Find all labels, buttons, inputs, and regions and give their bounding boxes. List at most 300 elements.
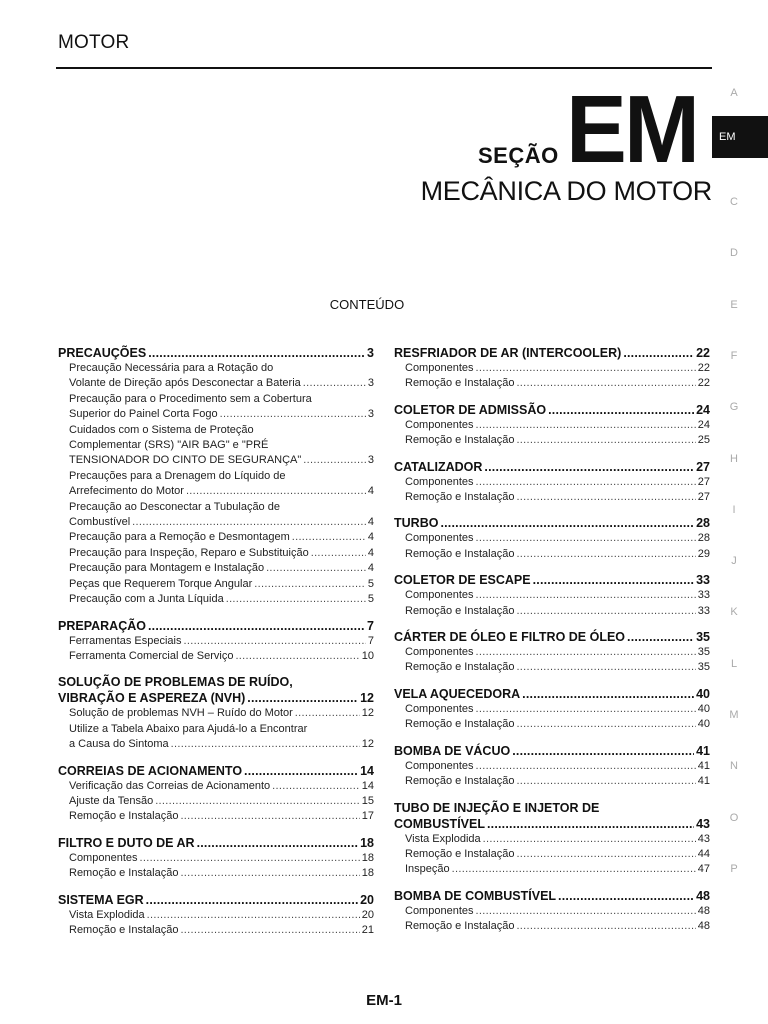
toc-leader-dots <box>476 475 696 490</box>
toc-entry-title: Precaução para Montagem e Instalação <box>69 562 265 575</box>
toc-heading[interactable] <box>58 892 374 908</box>
toc-entry-line: Cuidados com o Sistema de Proteção <box>69 423 254 436</box>
toc-heading-page: 48 <box>696 888 710 903</box>
toc-entry-page: 28 <box>697 532 710 545</box>
toc-entry-row <box>405 361 710 376</box>
toc-heading-title: VELA AQUECEDORA <box>394 686 521 701</box>
toc-entry-row <box>405 547 710 562</box>
toc-heading-page: 14 <box>360 763 374 778</box>
toc-entry-row <box>405 604 710 619</box>
toc-entry-title: Remoção e Instalação <box>405 377 515 390</box>
toc-entry-title: Remoção e Instalação <box>405 604 515 617</box>
toc-entry-row <box>405 588 710 603</box>
side-tab-c[interactable]: C <box>730 196 738 208</box>
toc-entry[interactable] <box>394 547 710 562</box>
toc-entry-row <box>69 376 374 391</box>
toc-entry-title: Ferramentas Especiais <box>69 634 182 647</box>
toc-heading-page: 41 <box>696 743 710 758</box>
toc-entry-page: 48 <box>697 920 710 933</box>
toc-entry[interactable] <box>58 866 374 881</box>
toc-entry-row <box>405 433 710 448</box>
toc-entry-row <box>69 484 374 499</box>
toc-heading-page: 28 <box>696 516 710 531</box>
toc-entry-row <box>69 634 374 649</box>
toc-entry-row <box>69 515 374 530</box>
toc-entry-row <box>69 561 374 576</box>
toc-entry[interactable] <box>58 423 374 469</box>
toc-entry-row <box>69 851 374 866</box>
toc-leader-dots <box>516 660 695 675</box>
toc-entry-title: Componentes <box>69 851 138 864</box>
toc-leader-dots <box>220 407 366 422</box>
toc-entry[interactable] <box>58 923 374 938</box>
toc-entry-title: Remoção e Instalação <box>405 920 515 933</box>
toc-leader-dots <box>180 809 359 824</box>
toc-entry-page: 25 <box>697 434 710 447</box>
toc-leader-dots <box>180 923 359 938</box>
toc-entry-page: 12 <box>361 707 374 720</box>
side-tab-n[interactable]: N <box>730 760 738 773</box>
toc-entry-title: Componentes <box>405 702 474 715</box>
toc-entry-page: 12 <box>361 738 374 751</box>
toc-entry-title: Combustível <box>69 516 131 529</box>
side-tab-em[interactable]: EM <box>712 116 768 158</box>
toc-entry-row <box>69 407 374 422</box>
toc-heading[interactable] <box>394 345 710 361</box>
contents-title <box>0 297 768 312</box>
toc-entry[interactable] <box>394 717 710 732</box>
toc-entry[interactable] <box>394 645 710 660</box>
toc-leader-dots <box>147 908 360 923</box>
toc-entry-title: Remoção e Instalação <box>405 847 515 860</box>
toc-entry[interactable] <box>394 418 710 433</box>
toc-leader-dots <box>516 774 695 789</box>
side-tab-p[interactable]: P <box>730 862 738 875</box>
toc-entry-page: 24 <box>697 418 710 431</box>
toc-entry[interactable] <box>394 490 710 505</box>
toc-entry-title: Remoção e Instalação <box>405 718 515 731</box>
toc-entry-row <box>405 919 710 934</box>
side-tab-g[interactable]: G <box>729 401 739 414</box>
toc-heading-page: 22 <box>696 346 710 360</box>
toc-leader-dots <box>516 433 695 448</box>
side-tab-m[interactable]: M <box>729 709 739 721</box>
toc-entry-page: 4 <box>367 485 374 498</box>
toc-entry-title: Ferramenta Comercial de Serviço <box>69 649 234 662</box>
toc-leader-dots <box>247 690 358 706</box>
toc-entry-row <box>405 759 710 774</box>
toc-heading-title: COLETOR DE ESCAPE <box>394 573 531 588</box>
toc-leader-dots <box>516 376 695 391</box>
toc-leader-dots <box>476 361 696 376</box>
toc-heading-title: PREPARAÇÃO <box>58 618 146 633</box>
contents-title-text: CONTEÚDO <box>329 297 405 312</box>
toc-entry-page: 27 <box>697 491 710 504</box>
toc-heading-page: 24 <box>696 402 710 417</box>
toc-heading-title: CORREIAS DE ACIONAMENTO <box>58 763 243 778</box>
toc-entry-title: Peças que Requerem Torque Angular <box>69 577 253 590</box>
toc-entry-page: 4 <box>367 546 374 559</box>
toc-entry-title: Remoção e Instalação <box>405 547 515 560</box>
toc-entry-title: Ajuste da Tensão <box>69 794 154 807</box>
toc-entry[interactable] <box>394 774 710 789</box>
toc-entry[interactable] <box>58 469 374 500</box>
toc-entry[interactable] <box>394 376 710 391</box>
toc-leader-dots <box>132 515 366 530</box>
toc-leader-dots <box>476 588 696 603</box>
toc-entry-title: Remoção e Instalação <box>405 661 515 674</box>
toc-entry-page: 22 <box>697 377 710 390</box>
toc-entry-row <box>69 649 374 664</box>
toc-entry-page: 15 <box>361 794 374 807</box>
toc-leader-dots <box>476 531 696 546</box>
toc-entry-title: Remoção e Instalação <box>405 775 515 788</box>
toc-entry[interactable] <box>58 530 374 545</box>
toc-heading[interactable] <box>394 515 710 531</box>
toc-entry[interactable] <box>58 809 374 824</box>
toc-leader-dots <box>197 835 359 851</box>
toc-section <box>58 618 374 665</box>
toc-heading[interactable] <box>394 888 710 904</box>
toc-leader-dots <box>148 618 365 634</box>
toc-heading-page: 27 <box>696 459 710 474</box>
toc-entry-title: Componentes <box>405 646 474 659</box>
toc-entry-page: 27 <box>697 475 710 488</box>
toc-heading-line[interactable]: SOLUÇÃO DE PROBLEMAS DE RUÍDO, <box>58 675 293 690</box>
toc-heading[interactable] <box>394 459 710 475</box>
toc-entry-page: 4 <box>367 531 374 544</box>
toc-section <box>58 835 374 882</box>
toc-heading-title: CATALIZADOR <box>394 459 483 474</box>
toc-entry-row <box>405 904 710 919</box>
toc-entry-page: 47 <box>697 863 710 876</box>
toc-section <box>394 515 710 562</box>
toc-heading-page: 40 <box>696 686 710 701</box>
toc-left-column <box>58 345 374 948</box>
toc-entry-row <box>405 847 710 862</box>
toc-entry[interactable] <box>58 634 374 649</box>
toc-leader-dots <box>140 851 360 866</box>
side-tab-a[interactable]: A <box>730 87 738 99</box>
toc-entry[interactable] <box>58 546 374 561</box>
toc-leader-dots <box>476 645 696 660</box>
toc-heading-line[interactable]: TUBO DE INJEÇÃO E INJETOR DE <box>394 800 600 815</box>
toc-leader-dots <box>623 345 694 361</box>
toc-entry-title: Componentes <box>405 362 474 374</box>
toc-heading-title: SISTEMA EGR <box>58 892 144 907</box>
toc-entry-page: 5 <box>367 593 374 606</box>
toc-entry-title: Verificação das Correias de Acionamento <box>69 779 271 792</box>
toc-heading-page: 43 <box>696 816 710 831</box>
toc-entry-title: Componentes <box>405 589 474 602</box>
toc-heading-title: VIBRAÇÃO E ASPEREZA (NVH) <box>58 691 246 706</box>
toc-heading-page: 12 <box>360 691 374 706</box>
toc-leader-dots <box>516 490 695 505</box>
toc-entry-row <box>69 592 374 607</box>
toc-entry-row <box>405 702 710 717</box>
toc-heading[interactable] <box>58 690 374 706</box>
toc-section <box>58 345 374 608</box>
toc-entry[interactable] <box>394 475 710 490</box>
toc-section <box>58 763 374 825</box>
toc-entry-row <box>405 645 710 660</box>
toc-leader-dots <box>440 515 694 531</box>
toc-heading-page: 18 <box>360 835 374 850</box>
toc-leader-dots <box>171 737 360 752</box>
toc-entry[interactable] <box>394 862 710 877</box>
toc-entry[interactable] <box>394 604 710 619</box>
toc-entry[interactable] <box>58 577 374 592</box>
toc-leader-dots <box>146 892 358 908</box>
toc-leader-dots <box>516 919 695 934</box>
toc-entry[interactable] <box>394 759 710 774</box>
toc-entry-page: 4 <box>367 562 374 575</box>
toc-entry-title: Precaução para a Remoção e Desmontagem <box>69 531 290 544</box>
toc-entry-title: Solução de problemas NVH – Ruído do Motor <box>69 707 293 720</box>
toc-entry-line: Precaução para o Procedimento sem a Cobertura <box>69 392 312 405</box>
toc-heading[interactable] <box>394 629 710 645</box>
toc-leader-dots <box>303 376 366 391</box>
toc-leader-dots <box>244 763 358 779</box>
toc-entry[interactable] <box>394 588 710 603</box>
toc-entry-title: Superior do Painel Corta Fogo <box>69 408 218 421</box>
toc-leader-dots <box>184 634 366 649</box>
toc-right-column <box>394 345 710 945</box>
toc-entry-row <box>405 774 710 789</box>
toc-leader-dots <box>476 904 696 919</box>
toc-entry-title: Remoção e Instalação <box>69 867 179 880</box>
toc-leader-dots <box>483 832 696 847</box>
toc-entry-page: 18 <box>361 851 374 864</box>
toc-leader-dots <box>272 779 360 794</box>
toc-entry-row <box>405 376 710 391</box>
toc-entry-title: Inspeção <box>405 863 450 876</box>
toc-entry[interactable] <box>58 561 374 576</box>
toc-entry-row <box>69 453 374 468</box>
toc-section <box>394 800 710 878</box>
toc-entry-title: a Causa do Sintoma <box>69 738 169 751</box>
toc-entry-page: 5 <box>367 577 374 590</box>
toc-entry-row <box>69 706 374 721</box>
toc-entry-title: Vista Explodida <box>69 908 145 921</box>
toc-heading[interactable] <box>394 743 710 759</box>
toc-entry-line: Complementar (SRS) "AIR BAG" e "PRÉ <box>69 439 269 452</box>
toc-entry[interactable] <box>58 908 374 923</box>
toc-entry-title: Componentes <box>405 532 474 545</box>
toc-entry-title: Componentes <box>405 904 474 917</box>
toc-entry-page: 40 <box>697 718 710 731</box>
toc-section <box>394 686 710 733</box>
toc-entry-row <box>405 660 710 675</box>
toc-heading-title: PRECAUÇÕES <box>58 346 147 360</box>
toc-section <box>394 345 710 392</box>
toc-heading-page: 7 <box>367 618 374 633</box>
toc-leader-dots <box>512 743 694 759</box>
toc-entry-page: 29 <box>697 547 710 560</box>
toc-entry-page: 22 <box>697 362 710 374</box>
toc-heading[interactable] <box>394 402 710 418</box>
toc-entry-page: 41 <box>697 759 710 772</box>
toc-entry-row <box>405 717 710 732</box>
toc-section <box>394 888 710 935</box>
toc-section <box>394 572 710 619</box>
toc-heading[interactable] <box>58 345 374 361</box>
toc-heading[interactable] <box>394 816 710 832</box>
toc-leader-dots <box>516 717 695 732</box>
toc-entry[interactable] <box>58 851 374 866</box>
toc-leader-dots <box>155 794 360 809</box>
toc-entry-row <box>405 475 710 490</box>
toc-entry-page: 14 <box>361 779 374 792</box>
toc-entry[interactable] <box>58 722 374 753</box>
page-number-text: EM-1 <box>366 992 402 1009</box>
toc-entry-row <box>69 779 374 794</box>
side-tab-d[interactable]: D <box>730 247 738 260</box>
toc-entry-row <box>69 794 374 809</box>
toc-leader-dots <box>533 572 694 588</box>
toc-section <box>394 402 710 449</box>
toc-entry-row <box>405 490 710 505</box>
toc-entry-row <box>405 531 710 546</box>
toc-heading-page: 35 <box>696 630 710 645</box>
toc-leader-dots <box>484 459 694 475</box>
toc-entry-title: Volante de Direção após Desconectar a Bateria <box>69 377 301 390</box>
toc-entry[interactable] <box>58 649 374 664</box>
toc-entry[interactable] <box>58 794 374 809</box>
toc-section <box>58 892 374 939</box>
side-tab-e[interactable]: E <box>730 298 738 311</box>
toc-heading[interactable] <box>394 686 710 702</box>
toc-heading-page: 20 <box>360 892 374 907</box>
toc-entry[interactable] <box>58 361 374 392</box>
side-tabs <box>712 0 768 1024</box>
toc-entry-page: 40 <box>697 702 710 715</box>
toc-entry[interactable] <box>394 904 710 919</box>
toc-heading-title: COMBUSTÍVEL <box>394 816 485 831</box>
toc-entry-row <box>69 908 374 923</box>
toc-section <box>58 674 374 752</box>
toc-leader-dots <box>476 702 696 717</box>
toc-entry-page: 18 <box>361 867 374 880</box>
side-tab-o[interactable]: O <box>729 811 739 824</box>
toc-entry-title: Componentes <box>405 418 474 431</box>
toc-entry-title: Componentes <box>405 759 474 772</box>
toc-entry-title: Precaução com a Junta Líquida <box>69 593 224 606</box>
toc-heading[interactable] <box>394 572 710 588</box>
side-tab-k[interactable]: K <box>730 606 738 619</box>
toc-entry[interactable] <box>58 392 374 423</box>
toc-entry-page: 44 <box>697 847 710 860</box>
toc-entry-page: 48 <box>697 904 710 917</box>
toc-heading-page: 33 <box>696 573 710 588</box>
toc-entry[interactable] <box>394 702 710 717</box>
toc-entry-line: Precaução Necessária para a Rotação do <box>69 362 274 374</box>
toc-leader-dots <box>254 577 366 592</box>
toc-entry-line: Precaução ao Desconectar a Tubulação de <box>69 500 280 513</box>
toc-leader-dots <box>235 649 359 664</box>
toc-heading-title: RESFRIADOR DE AR (INTERCOOLER) <box>394 346 622 360</box>
toc-leader-dots <box>627 629 694 645</box>
toc-entry[interactable] <box>394 433 710 448</box>
toc-entry-row <box>405 418 710 433</box>
toc-heading-title: BOMBA DE VÁCUO <box>394 743 511 758</box>
toc-entry[interactable] <box>394 919 710 934</box>
toc-entry-page: 43 <box>697 832 710 845</box>
header-rule <box>56 67 712 69</box>
toc-leader-dots <box>295 706 360 721</box>
toc-leader-dots <box>226 592 366 607</box>
toc-entry-title: Vista Explodida <box>405 832 481 845</box>
toc-leader-dots <box>303 453 366 468</box>
toc-leader-dots <box>516 547 695 562</box>
toc-entry[interactable] <box>394 660 710 675</box>
toc-heading-title: BOMBA DE COMBUSTÍVEL <box>394 888 557 903</box>
toc-entry[interactable] <box>58 500 374 531</box>
toc-leader-dots <box>516 604 695 619</box>
side-tab-l[interactable]: L <box>730 657 738 670</box>
toc-heading[interactable] <box>58 763 374 779</box>
toc-entry-page: 20 <box>361 908 374 921</box>
toc-leader-dots <box>476 418 696 433</box>
toc-heading[interactable] <box>58 835 374 851</box>
toc-section <box>394 743 710 790</box>
toc-leader-dots <box>516 847 695 862</box>
toc-entry-row <box>69 577 374 592</box>
toc-entry-row <box>69 546 374 561</box>
toc-leader-dots <box>180 866 359 881</box>
side-tab-h[interactable]: H <box>730 452 738 465</box>
toc-entry-row <box>69 923 374 938</box>
toc-section <box>394 629 710 676</box>
toc-heading[interactable] <box>58 618 374 634</box>
toc-entry-row <box>69 530 374 545</box>
toc-entry-title: Arrefecimento do Motor <box>69 485 184 498</box>
toc-entry-title: Remoção e Instalação <box>69 923 179 936</box>
toc-leader-dots <box>558 888 694 904</box>
toc-entry[interactable] <box>394 847 710 862</box>
toc-leader-dots <box>522 686 694 702</box>
toc-entry-row <box>405 832 710 847</box>
toc-leader-dots <box>148 345 365 361</box>
toc-entry-page: 3 <box>367 454 374 467</box>
toc-entry[interactable] <box>58 706 374 721</box>
side-tab-i[interactable]: I <box>732 503 736 516</box>
toc-heading-page: 3 <box>367 346 374 360</box>
toc-entry-title: Componentes <box>405 475 474 488</box>
toc-entry-row <box>69 866 374 881</box>
toc-entry-title: Precaução para Inspeção, Reparo e Substituição <box>69 546 309 559</box>
page-number <box>0 992 768 1009</box>
toc-entry-page: 3 <box>367 377 374 390</box>
toc-entry[interactable] <box>394 832 710 847</box>
toc-section <box>394 459 710 506</box>
toc-entry-title: Remoção e Instalação <box>405 491 515 504</box>
toc-entry-page: 3 <box>367 408 374 421</box>
section-subtitle: MECÂNICA DO MOTOR <box>420 176 712 206</box>
toc-entry[interactable] <box>394 361 710 376</box>
side-tab-j[interactable]: J <box>731 555 737 568</box>
toc-entry-row <box>69 737 374 752</box>
toc-leader-dots <box>487 816 694 832</box>
toc-entry-title: TENSIONADOR DO CINTO DE SEGURANÇA" <box>69 454 302 467</box>
toc-entry[interactable] <box>394 531 710 546</box>
toc-entry-page: 21 <box>361 923 374 936</box>
toc-heading-title: COLETOR DE ADMISSÃO <box>394 402 547 417</box>
toc-entry[interactable] <box>58 592 374 607</box>
toc-entry[interactable] <box>58 779 374 794</box>
section-code: EM <box>566 76 698 183</box>
side-tab-f[interactable]: F <box>730 349 738 362</box>
